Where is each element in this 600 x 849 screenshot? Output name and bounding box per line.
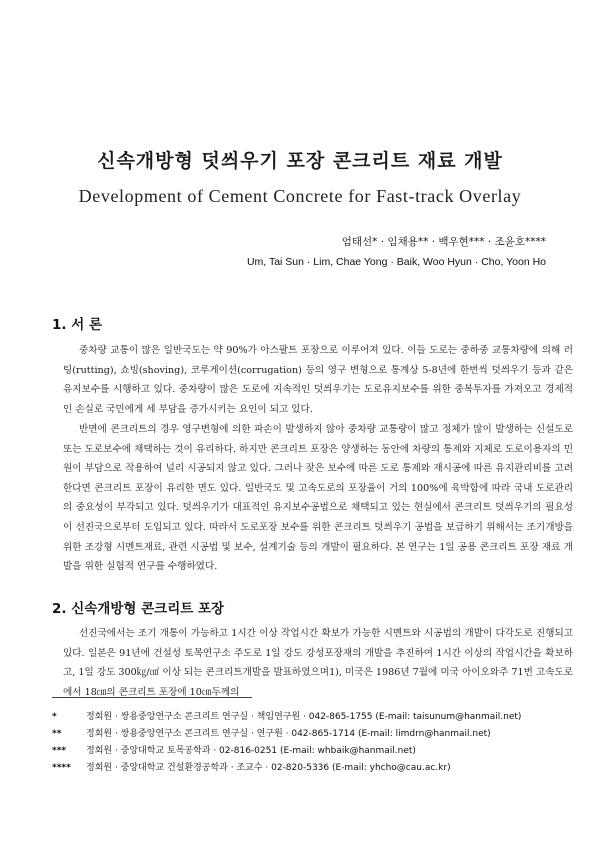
footnote-text: 정회원 · 쌍용중앙연구소 콘크리트 연구실 · 책임연구원 · 042-865-1755 (E-mail: taisunum@hanmail.net): [86, 712, 522, 722]
footnote-text: 정회원 · 쌍용중앙연구소 콘크리트 연구실 · 연구원 · 042-865-1714 (E-mail: limdrn@hanmail.net): [86, 729, 491, 739]
footnote-item: [52, 726, 572, 743]
footnote-item: [52, 760, 572, 777]
footnote-mark: ***: [52, 746, 67, 756]
footnote-mark: **: [52, 729, 62, 739]
footnote-text: 정회원 · 중앙대학교 토목공학과 · 02-816-0251 (E-mail: whbaik@hanmail.net): [86, 746, 416, 756]
section-heading-introduction: 1. 서 론: [52, 317, 103, 333]
footnote-mark: *: [52, 712, 57, 722]
title-english: Development of Cement Concrete for Fast-track Overlay: [78, 186, 522, 206]
title-korean: 신속개방형 덧씌우기 포장 콘크리트 재료 개발: [97, 150, 503, 172]
footnote-text: 정회원 · 중앙대학교 건설환경공학과 · 조교수 · 02-820-5336 (E-mail: yhcho@cau.ac.kr): [86, 763, 451, 773]
footnote-mark: ****: [52, 763, 71, 773]
paragraph: 선진국에서는 조기 개통이 가능하고 1시간 이상 작업시간 확보가 가능한 시멘트와 시공법의 개발이 다각도로 진행되고 있다. 일본은 91년에 건설성 토목연구소 주도로 1일 강도 강성포장재의 개발을 추진하여 1시간 이상의 작업시간을 확보하고, 1일 강도 300㎏/㎠ 이상 되는 콘크리트개발을 발표하였으며1), 미국은 1986년 7월에 미국 아이오와주 71번 고속도로에서 18㎝의 콘크리트 포장에 10㎝두께의: [63, 628, 573, 698]
footnote-item: [52, 709, 572, 726]
authors-korean: 엄태선* · 임채용** · 백우현*** · 조윤호****: [341, 236, 546, 248]
footnotes: [52, 709, 572, 777]
paragraph: 중차량 교통이 많은 일반국도는 약 90%가 아스팔트 포장으로 이루어져 있다. 이들 도로는 중하중 교통차량에 의해 러팅(rutting), 쇼빙(shoving), 코루게이션(corrugation) 등의 영구 변형으로 통계상 5-8년에 한번씩 덧씌우기 등과 같은 유지보수를 시행하고 있다. 중차량이 많은 도로에 지속적인 덧씌우기는 도로유지보수를 위한 중복투자를 가져오고 경제적인 손실로 국민에게 세 부담을 증가시키는 요인이 되고 있다.: [63, 345, 573, 415]
authors-english: Um, Tai Sun · Lim, Chae Yong · Baik, Woo Hyun · Cho, Yoon Ho: [246, 256, 546, 268]
section-heading-fast-track-concrete: 2. 신속개방형 콘크리트 포장: [52, 601, 225, 617]
footnote-divider: [52, 697, 252, 698]
footnote-item: [52, 743, 572, 760]
paragraph: 반면에 콘크리트의 경우 영구변형에 의한 파손이 발생하지 않아 중차량 교통량이 많고 정체가 많이 발생하는 신설도로 또는 도로보수에 채택하는 것이 유리하다. 하지만 콘크리트 포장은 양생하는 동안에 차량의 통제와 지체로 도로이용자의 민원이 부담으로 작용하여 널리 시공되지 않고 있다. 그러나 잦은 보수에 따른 도로 통제와 재시공에 따른 유지관리비를 고려한다면 콘크리트 포장이 유리한 면도 있다. 일반국도 및 고속도로의 포장율이 거의 100%에 육박함에 따라 국내 도로관리의 중요성이 부각되고 있다. 덧씌우기가 대표적인 유지보수공법으로 채택되고 있는 현실에서 콘크리트 덧씌우기의 필요성이 선진국으로부터 도입되고 있다. 따라서 도로포장 보수를 위한 콘크리트 덧씌우기 공법을 보급하기 위해서는 조기개방을 위한 조강형 시멘트재료, 관련 시공법 및 보수, 설계기술 등의 개발이 필요하다. 본 연구는 1일 공용 콘크리트 포장 재료 개발을 위한 실험적 연구를 수행하였다.: [63, 424, 573, 573]
